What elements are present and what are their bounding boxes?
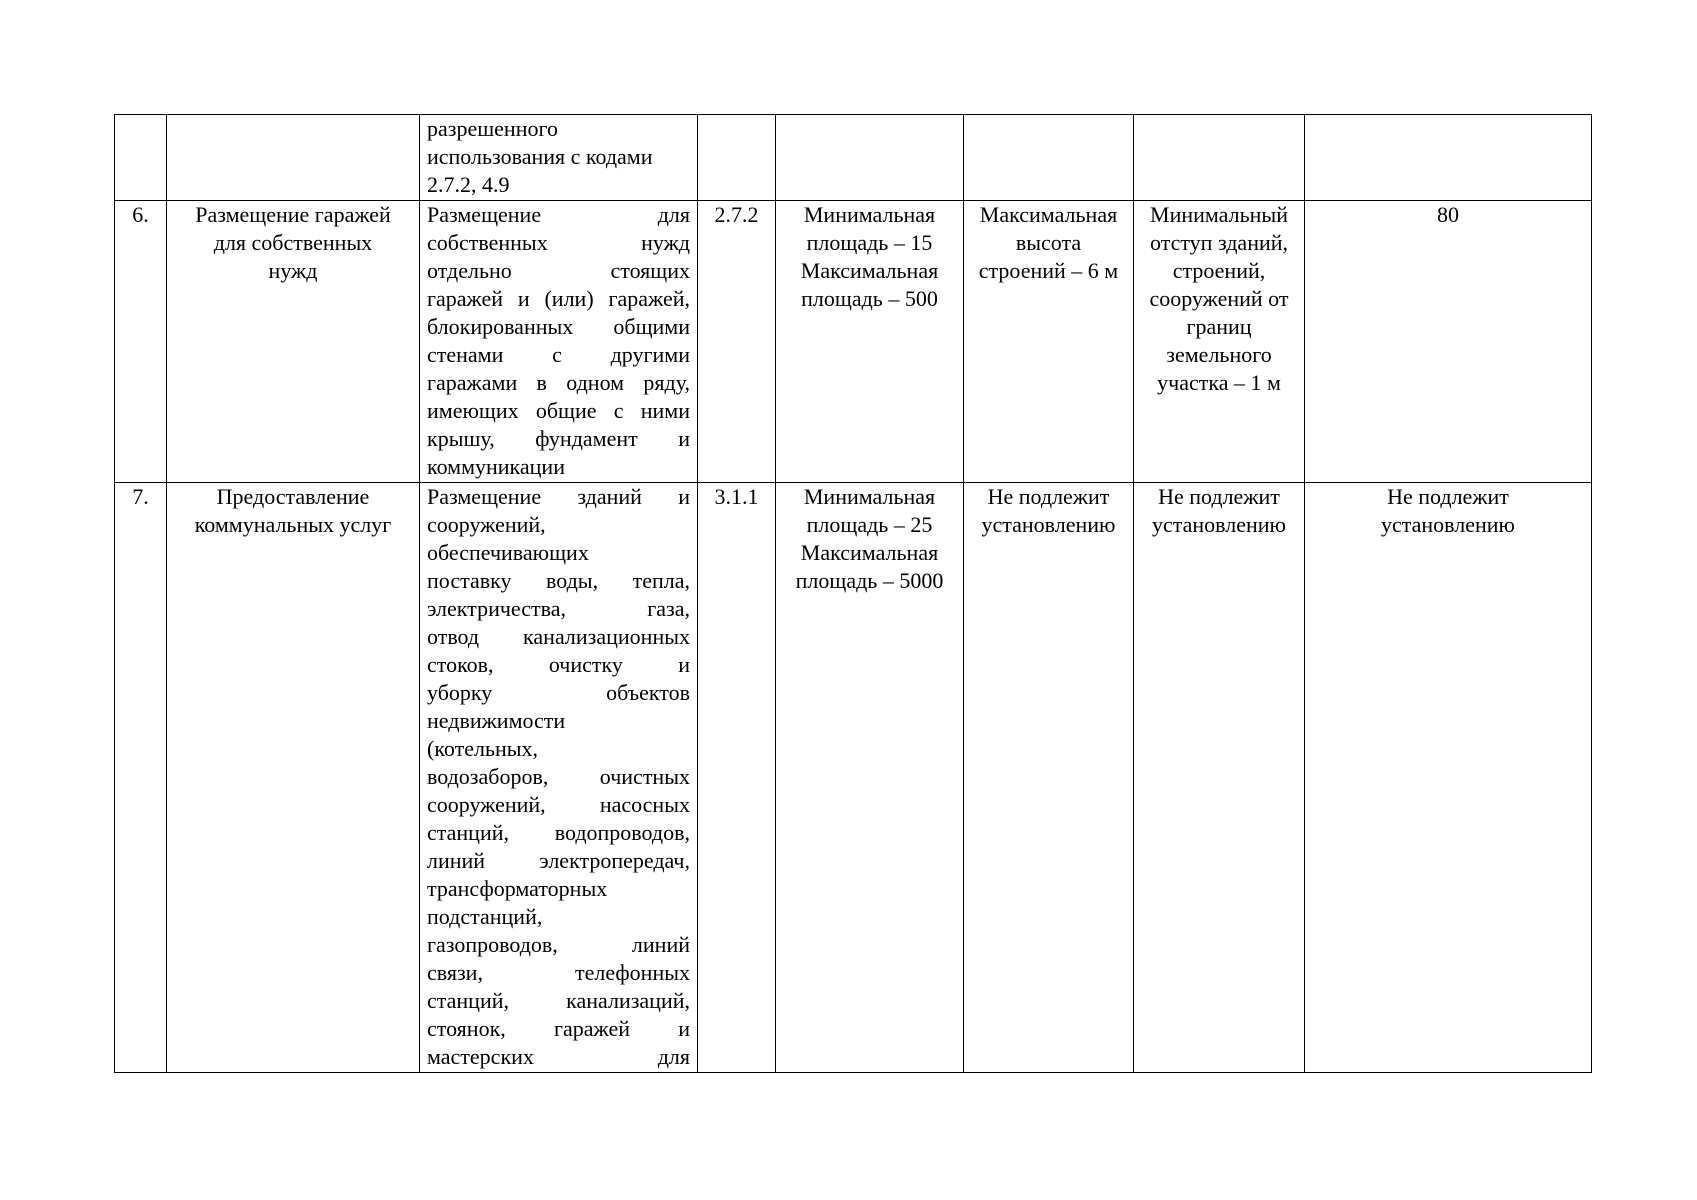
area-limits-line: площадь – 25 — [806, 512, 933, 537]
description-line: сооружений, насосных — [427, 792, 690, 817]
area-limits-line: Максимальная — [800, 258, 939, 283]
description-line: стоянок, гаражей и — [427, 1016, 690, 1041]
table-row — [115, 115, 1592, 201]
setback-line: земельного — [1166, 342, 1272, 367]
use-name-line: Предоставление — [216, 484, 370, 509]
area-limits-cell — [776, 483, 964, 1073]
setback-cell — [1134, 115, 1305, 201]
setback-line: Минимальный — [1150, 202, 1288, 227]
description-line: мастерских для — [427, 1044, 690, 1069]
description-line: блокированных общими — [427, 314, 690, 339]
row-number: 7. — [132, 484, 149, 509]
description-line: разрешенного — [427, 116, 558, 141]
description-line: стенами с другими — [427, 342, 690, 367]
height-limits-cell — [964, 201, 1134, 483]
description-line: крышу, фундамент и — [427, 426, 690, 451]
description-line: гаражей и (или) гаражей, — [427, 286, 690, 311]
setback-line: установлению — [1151, 512, 1286, 537]
description-line: водозаборов, очистных — [427, 764, 690, 789]
description-line: обеспечивающих — [427, 540, 589, 565]
use-code: 2.7.2 — [714, 202, 759, 227]
description-line: использования с кодами — [427, 144, 653, 169]
row-number-cell — [115, 115, 167, 201]
area-limits-cell — [776, 115, 964, 201]
height-limits-line: установлению — [981, 512, 1116, 537]
description-line: газопроводов, линий — [427, 932, 690, 957]
description-line: трансформаторных — [427, 876, 608, 901]
use-description-cell — [420, 115, 698, 201]
description-line: подстанций, — [427, 904, 543, 929]
use-code-cell — [698, 201, 776, 483]
setback-line: строений, — [1172, 258, 1266, 283]
setback-cell — [1134, 201, 1305, 483]
area-limits-line: Максимальная — [800, 540, 939, 565]
description-line: уборку объектов — [427, 680, 690, 705]
use-code-cell — [698, 115, 776, 201]
description-line: Размещение для — [427, 202, 690, 227]
area-limits-line: площадь – 500 — [801, 286, 938, 311]
height-limits-line: строений – 6 м — [978, 258, 1119, 283]
description-line: связи, телефонных — [427, 960, 690, 985]
description-line: станций, канализаций, — [427, 988, 690, 1013]
description-line: имеющих общие с ними — [427, 398, 690, 423]
use-description-cell — [420, 483, 698, 1073]
row-number-cell — [115, 201, 167, 483]
use-code-cell — [698, 483, 776, 1073]
height-limits-line: высота — [1015, 230, 1082, 255]
row-number: 6. — [132, 202, 149, 227]
height-limits-line: Максимальная — [979, 202, 1118, 227]
description-line: недвижимости — [427, 708, 566, 733]
description-line: линий электропередач, — [427, 848, 690, 873]
coverage-percent-cell — [1305, 201, 1592, 483]
description-line: сооружений, — [427, 512, 546, 537]
setback-cell — [1134, 483, 1305, 1073]
description-line: электричества, газа, — [427, 596, 690, 621]
use-name-cell — [167, 483, 420, 1073]
coverage-percent-line: установлению — [1380, 512, 1515, 537]
setback-line: Не подлежит — [1158, 484, 1280, 509]
description-line: гаражами в одном ряду, — [427, 370, 690, 395]
description-line: Размещение зданий и — [427, 484, 690, 509]
height-limits-line: Не подлежит — [987, 484, 1110, 509]
description-line: стоков, очистку и — [427, 652, 690, 677]
description-line: (котельных, — [427, 736, 539, 761]
setback-line: отступ зданий, — [1149, 230, 1289, 255]
zoning-regulations-table — [114, 114, 1592, 1073]
coverage-percent-cell — [1305, 115, 1592, 201]
table-row — [115, 483, 1592, 1073]
use-name-line: Размещение гаражей — [195, 202, 391, 227]
row-number-cell — [115, 483, 167, 1073]
description-line: станций, водопроводов, — [427, 820, 690, 845]
coverage-percent-line: Не подлежит — [1387, 484, 1509, 509]
description-line: собственных нужд — [427, 230, 690, 255]
use-name-line: для собственных — [213, 230, 373, 255]
description-line: поставку воды, тепла, — [427, 568, 690, 593]
height-limits-cell — [964, 115, 1134, 201]
area-limits-line: площадь – 15 — [806, 230, 933, 255]
use-name-line: нужд — [268, 258, 318, 283]
use-name-cell — [167, 115, 420, 201]
setback-line: участка – 1 м — [1157, 370, 1281, 395]
description-line: 2.7.2, 4.9 — [427, 172, 510, 197]
area-limits-line: площадь – 5000 — [795, 568, 944, 593]
table-row — [115, 201, 1592, 483]
description-line: отдельно стоящих — [427, 258, 690, 283]
use-name-line: коммунальных услуг — [194, 512, 392, 537]
use-code: 3.1.1 — [714, 484, 759, 509]
coverage-percent: 80 — [1437, 202, 1459, 227]
coverage-percent-cell — [1305, 483, 1592, 1073]
area-limits-cell — [776, 201, 964, 483]
setback-line: сооружений от — [1149, 286, 1289, 311]
description-line: отвод канализационных — [427, 624, 690, 649]
use-name-cell — [167, 201, 420, 483]
use-description-cell — [420, 201, 698, 483]
area-limits-line: Минимальная — [803, 202, 936, 227]
height-limits-cell — [964, 483, 1134, 1073]
area-limits-line: Минимальная — [803, 484, 936, 509]
setback-line: границ — [1186, 314, 1252, 339]
description-line: коммуникации — [427, 454, 565, 479]
